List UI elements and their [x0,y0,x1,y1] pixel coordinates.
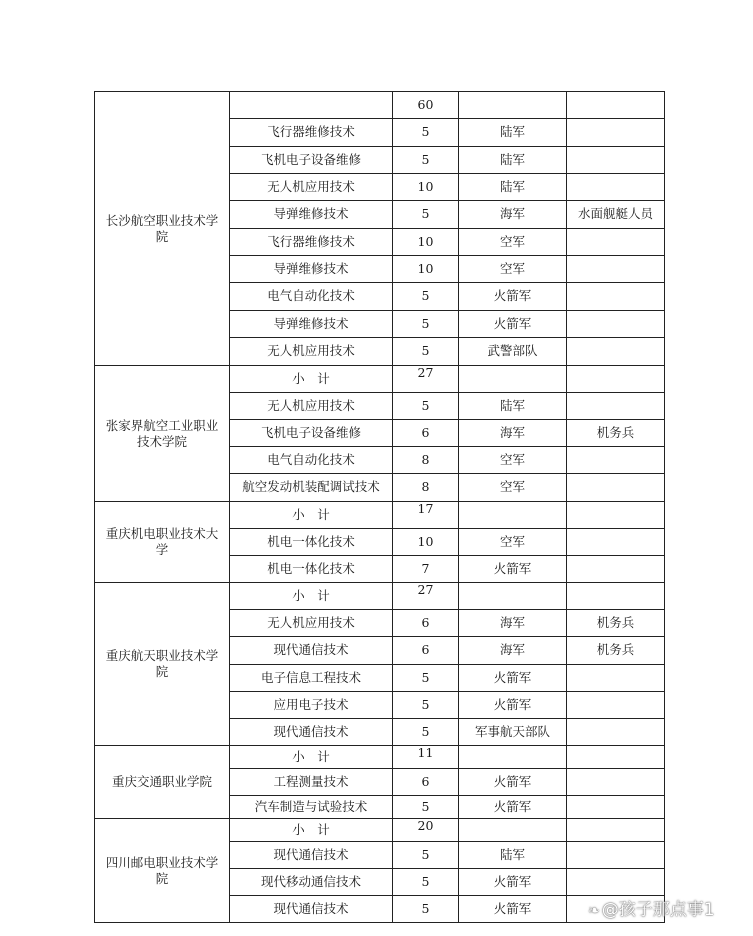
note-cell [567,92,665,119]
note-cell: 水面舰艇人员 [567,201,665,229]
table-row [95,366,665,393]
major-cell: 飞机电子设备维修 [230,420,393,447]
watermark [588,895,715,920]
note-cell [567,819,665,842]
count-cell: 5 [393,896,459,923]
service-cell: 火箭军 [459,692,567,719]
count-cell: 5 [393,283,459,311]
count-cell: 5 [393,869,459,896]
note-cell [567,502,665,529]
major-cell: 电气自动化技术 [230,283,393,311]
note-cell [567,869,665,896]
major-cell: 飞机电子设备维修 [230,147,393,174]
note-cell [567,769,665,796]
service-cell: 空军 [459,447,567,474]
service-cell: 火箭军 [459,796,567,819]
paw-icon: ❧ [588,903,600,919]
table-body [95,92,665,923]
service-cell [459,583,567,610]
service-cell: 军事航天部队 [459,719,567,746]
enrollment-table [94,91,665,923]
note-cell [567,583,665,610]
major-cell: 导弹维修技术 [230,201,393,229]
count-cell: 10 [393,174,459,201]
count-cell: 27 [393,583,459,610]
major-cell: 导弹维修技术 [230,311,393,338]
count-cell: 5 [393,311,459,338]
count-cell: 5 [393,147,459,174]
service-cell: 海军 [459,610,567,637]
count-cell: 5 [393,393,459,420]
service-cell: 火箭军 [459,311,567,338]
major-cell: 现代通信技术 [230,842,393,869]
major-cell [230,92,393,119]
service-cell: 空军 [459,229,567,256]
service-cell: 陆军 [459,842,567,869]
count-cell: 10 [393,256,459,283]
note-cell [567,311,665,338]
major-cell: 无人机应用技术 [230,610,393,637]
subtotal-label-cell: 小 计 [230,366,393,393]
service-cell: 火箭军 [459,869,567,896]
count-cell: 5 [393,119,459,147]
table-row [95,502,665,529]
major-cell: 工程测量技术 [230,769,393,796]
service-cell: 陆军 [459,393,567,420]
service-cell: 空军 [459,256,567,283]
major-cell: 现代通信技术 [230,896,393,923]
note-cell [567,796,665,819]
note-cell [567,119,665,147]
count-cell: 60 [393,92,459,119]
note-cell [567,746,665,769]
count-cell: 20 [393,819,459,842]
major-cell: 现代移动通信技术 [230,869,393,896]
count-cell: 6 [393,420,459,447]
subtotal-label-cell: 小 计 [230,746,393,769]
table-row [95,92,665,119]
service-cell: 空军 [459,529,567,556]
service-cell: 海军 [459,420,567,447]
service-cell: 海军 [459,201,567,229]
watermark-name: 孩子那点事1 [618,900,715,920]
service-cell: 海军 [459,637,567,665]
watermark-prefix: @ [601,900,619,920]
major-cell: 航空发动机装配调试技术 [230,474,393,502]
note-cell [567,283,665,311]
count-cell: 6 [393,610,459,637]
subtotal-label-cell: 小 计 [230,819,393,842]
major-cell: 机电一体化技术 [230,556,393,583]
note-cell [567,842,665,869]
count-cell: 6 [393,637,459,665]
service-cell: 火箭军 [459,896,567,923]
service-cell: 陆军 [459,119,567,147]
table-row [95,819,665,842]
major-cell: 导弹维修技术 [230,256,393,283]
table-row [95,746,665,769]
count-cell: 8 [393,474,459,502]
service-cell: 空军 [459,474,567,502]
school-name-cell: 四川邮电职业技术学院 [95,819,230,923]
service-cell: 火箭军 [459,665,567,692]
note-cell [567,719,665,746]
note-cell [567,474,665,502]
major-cell: 无人机应用技术 [230,338,393,366]
major-cell: 无人机应用技术 [230,174,393,201]
note-cell [567,692,665,719]
note-cell [567,665,665,692]
service-cell: 陆军 [459,174,567,201]
service-cell: 武警部队 [459,338,567,366]
note-cell: 机务兵 [567,637,665,665]
count-cell: 8 [393,447,459,474]
major-cell: 飞行器维修技术 [230,229,393,256]
note-cell: 机务兵 [567,610,665,637]
note-cell [567,366,665,393]
major-cell: 现代通信技术 [230,719,393,746]
count-cell: 5 [393,338,459,366]
note-cell [567,338,665,366]
school-name-cell: 重庆航天职业技术学院 [95,583,230,746]
count-cell: 10 [393,229,459,256]
count-cell: 7 [393,556,459,583]
service-cell [459,92,567,119]
note-cell [567,256,665,283]
count-cell: 5 [393,665,459,692]
count-cell: 11 [393,746,459,769]
service-cell [459,366,567,393]
service-cell [459,502,567,529]
service-cell [459,746,567,769]
major-cell: 电子信息工程技术 [230,665,393,692]
note-cell [567,174,665,201]
school-name-cell: 重庆机电职业技术大学 [95,502,230,583]
major-cell: 电气自动化技术 [230,447,393,474]
note-cell [567,447,665,474]
count-cell: 10 [393,529,459,556]
service-cell [459,819,567,842]
school-name-cell: 长沙航空职业技术学院 [95,92,230,366]
school-name-cell: 重庆交通职业学院 [95,746,230,819]
service-cell: 火箭军 [459,556,567,583]
note-cell [567,147,665,174]
count-cell: 27 [393,366,459,393]
count-cell: 5 [393,719,459,746]
service-cell: 火箭军 [459,283,567,311]
note-cell: 机务兵 [567,420,665,447]
subtotal-label-cell: 小 计 [230,502,393,529]
service-cell: 陆军 [459,147,567,174]
count-cell: 5 [393,692,459,719]
major-cell: 机电一体化技术 [230,529,393,556]
count-cell: 5 [393,796,459,819]
count-cell: 5 [393,842,459,869]
subtotal-label-cell: 小 计 [230,583,393,610]
count-cell: 5 [393,201,459,229]
note-cell [567,556,665,583]
note-cell [567,229,665,256]
major-cell: 无人机应用技术 [230,393,393,420]
count-cell: 6 [393,769,459,796]
note-cell [567,393,665,420]
note-cell [567,529,665,556]
major-cell: 应用电子技术 [230,692,393,719]
major-cell: 飞行器维修技术 [230,119,393,147]
major-cell: 现代通信技术 [230,637,393,665]
major-cell: 汽车制造与试验技术 [230,796,393,819]
table-row [95,583,665,610]
count-cell: 17 [393,502,459,529]
school-name-cell: 张家界航空工业职业技术学院 [95,366,230,502]
service-cell: 火箭军 [459,769,567,796]
